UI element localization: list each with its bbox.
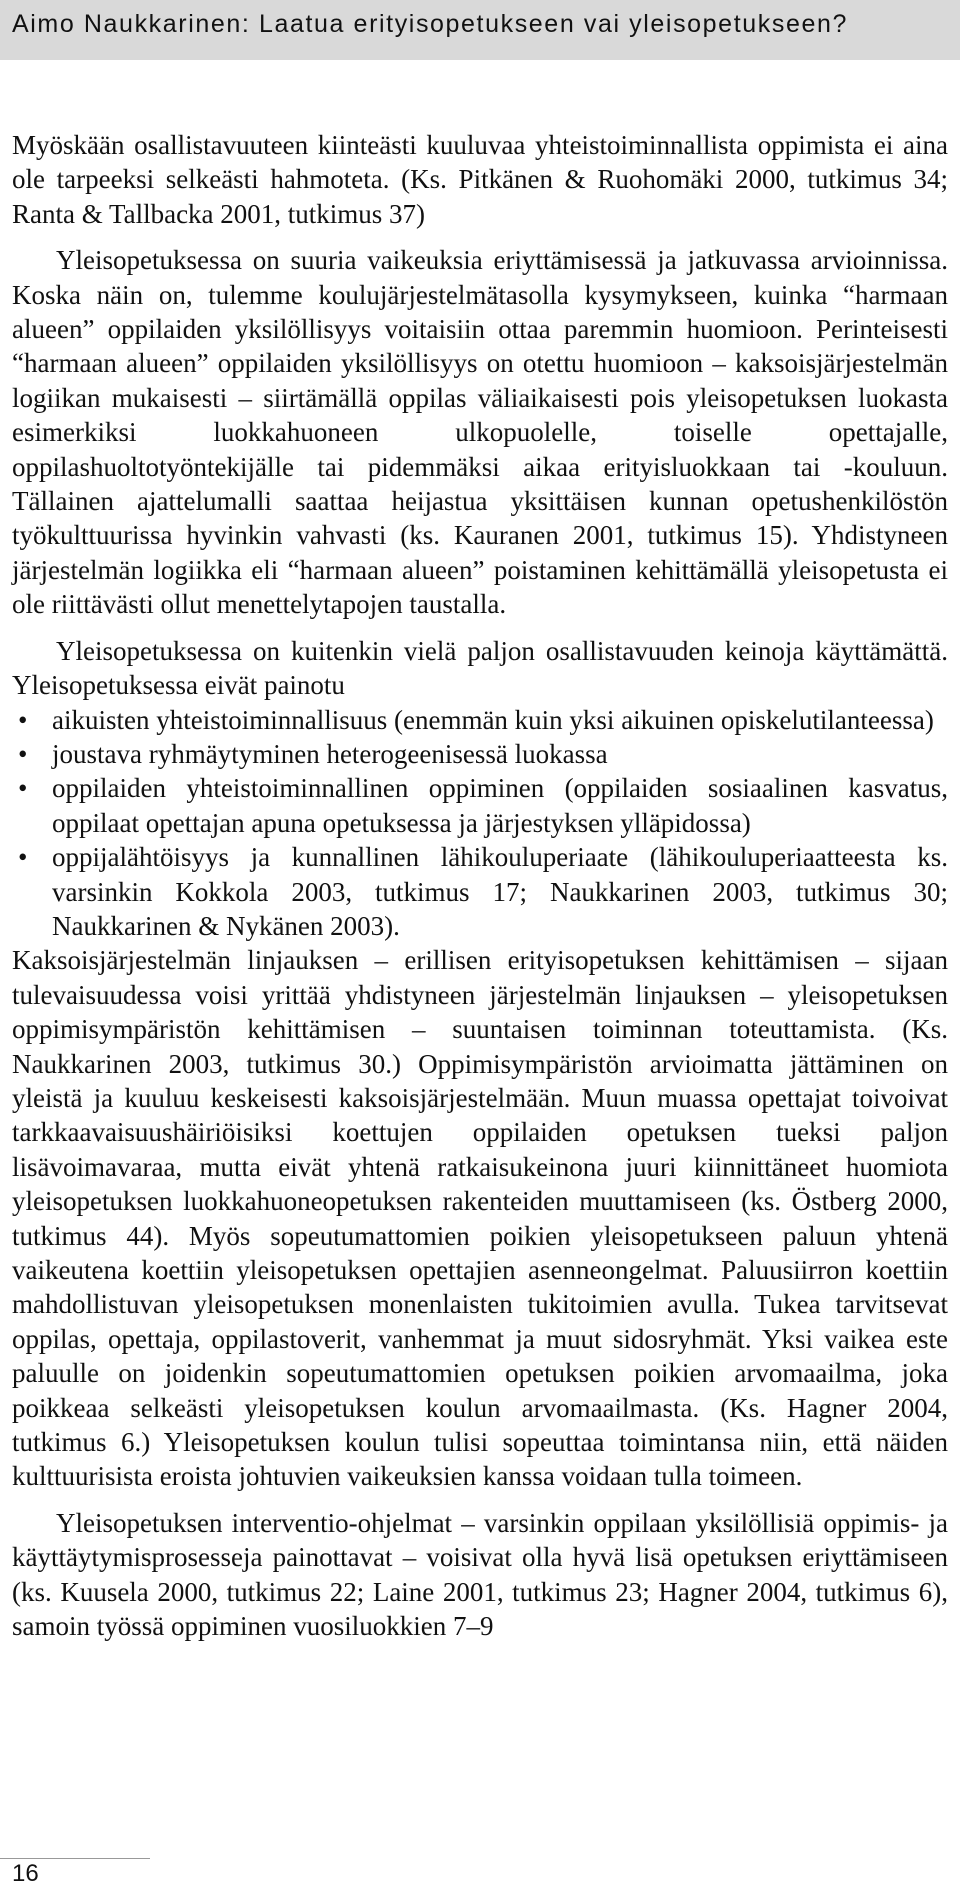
paragraph: Kaksoisjärjestelmän linjauksen – erillisen erityisopetuksen kehittämisen – sijaan tulevaisuudessa voisi yrittää yhdistyneen järjestelmän linjauksen – yleisopetuksen oppimisympäristön kehittämisen – suuntaisen toiminnan toteuttamista. (Ks. Naukkarinen 2003, tutkimus 30.) Oppimisympäristön arvioimatta jättäminen on yleistä ja kuuluu keskeisesti kaksoisjärjestelmään. Muun muassa opettajat toivoivat tarkkaavaisuushäiriöisiksi koettujen oppilaiden opetuksen tueksi paljon lisävoimavaraa, mutta eivät yhtenä ratkaisukeinona juuri kiinnittäneet huomiota yleisopetuksen luokkahuoneopetuksen rakenteiden muuttamiseen (ks. Östberg 2000, tutkimus 44). Myös sopeutumattomien poikien yleisopetukseen paluun yhtenä vaikeutena koettiin yleisopetuksen opettajien asenneongelmat. Paluusiirron koettiin mahdollistuvan yleisopetuksen monenlaisten tukitoimien avulla. Tukea tarvitsevat oppilas, opettaja, oppilastoverit, vanhemmat ja muut sidosryhmät. Yksi vaikea este paluulle on joidenkin sopeutumattomien opetuksen poikien arvomaailma, joka poikkeaa selkeästi yleisopetuksen koulun arvomaailmasta. (Ks. Hagner 2004, tutkimus 6.) Yleisopetuksen koulun tulisi sopeuttaa toimintansa niin, että näiden kulttuurisista eroista johtuvien vaikeuksien kanssa voidaan tulla toimeen. <box>12 945 948 1492</box>
paragraph: Yleisopetuksessa on kuitenkin vielä paljon osallistavuuden keinoja käyttämättä. Yleisopetuksessa eivät painotu <box>12 635 948 701</box>
list-item: • joustava ryhmäytyminen heterogeenisessä luokassa <box>12 737 948 771</box>
running-title: Aimo Naukkarinen: Laatua erityisopetukseen vai yleisopetukseen? <box>12 10 848 38</box>
paragraph: Myöskään osallistavuuteen kiinteästi kuuluvaa yhteistoiminnallista oppimista ei aina ole tarpeeksi selkeästi hahmoteta. (Ks. Pitkänen & Ruohomäki 2000, tutkimus 34; Ranta & Tallbacka 2001, tutkimus 37) <box>12 130 948 229</box>
list-item: • oppijalähtöisyys ja kunnallinen lähikouluperiaate (lähikouluperiaatteesta ks. varsinkin Kokkola 2003, tutkimus 17; Naukkarinen 2003, tutkimus 30; Naukkarinen & Nykänen 2003). <box>12 840 948 943</box>
page-number: 16 <box>12 1860 39 1887</box>
list-item: • oppilaiden yhteistoiminnallinen oppiminen (oppilaiden sosiaalinen kasvatus, oppilaat opettajan apuna opetuksessa ja järjestyksen ylläpidossa) <box>12 771 948 840</box>
paragraph: Yleisopetuksen interventio-ohjelmat – varsinkin oppilaan yksilöllisiä oppimis- ja käyttäytymisprosesseja painottavat – voisivat olla hyvä lisä opetuksen eriyttämiseen (ks. Kuusela 2000, tutkimus 22; Laine 2001, tutkimus 23; Hagner 2004, tutkimus 6), samoin työssä oppiminen vuosiluokkien 7–9 <box>12 1507 948 1642</box>
running-header <box>0 0 960 60</box>
footer-divider <box>0 1858 150 1859</box>
bullet-list <box>12 703 948 944</box>
list-item: • aikuisten yhteistoiminnallisuus (enemmän kuin yksi aikuinen opiskelutilanteessa) <box>12 703 948 737</box>
paragraph: Yleisopetuksessa on suuria vaikeuksia eriyttämisessä ja jatkuvassa arvioinnissa. Koska näin on, tulemme koulujärjestelmätasolla kysymykseen, kuinka “harmaan alueen” oppilaiden yksilöllisyys voitaisiin ottaa paremmin huomioon. Perinteisesti “harmaan alueen” oppilaiden yksilöllisyys on otettu huomioon – kaksoisjärjestelmän logiikan mukaisesti – siirtämällä oppilas väliaikaisesti pois yleisopetuksen luokasta esimerkiksi luokkahuoneen ulkopuolelle, toiselle opettajalle, oppilashuoltotyöntekijälle tai pidemmäksi aikaa erityisluokkaan tai -kouluun. Tällainen ajattelumalli saattaa heijastua yksittäisen kunnan opetushenkilöstön työkulttuurissa hyvinkin vahvasti (ks. Kauranen 2001, tutkimus 15). Yhdistyneen järjestelmän logiikka eli “harmaan alueen” poistaminen kehittämällä yleisopetusta ei ole riittävästi ollut menettelytapojen taustalla. <box>12 245 948 620</box>
body-text <box>12 128 948 1643</box>
